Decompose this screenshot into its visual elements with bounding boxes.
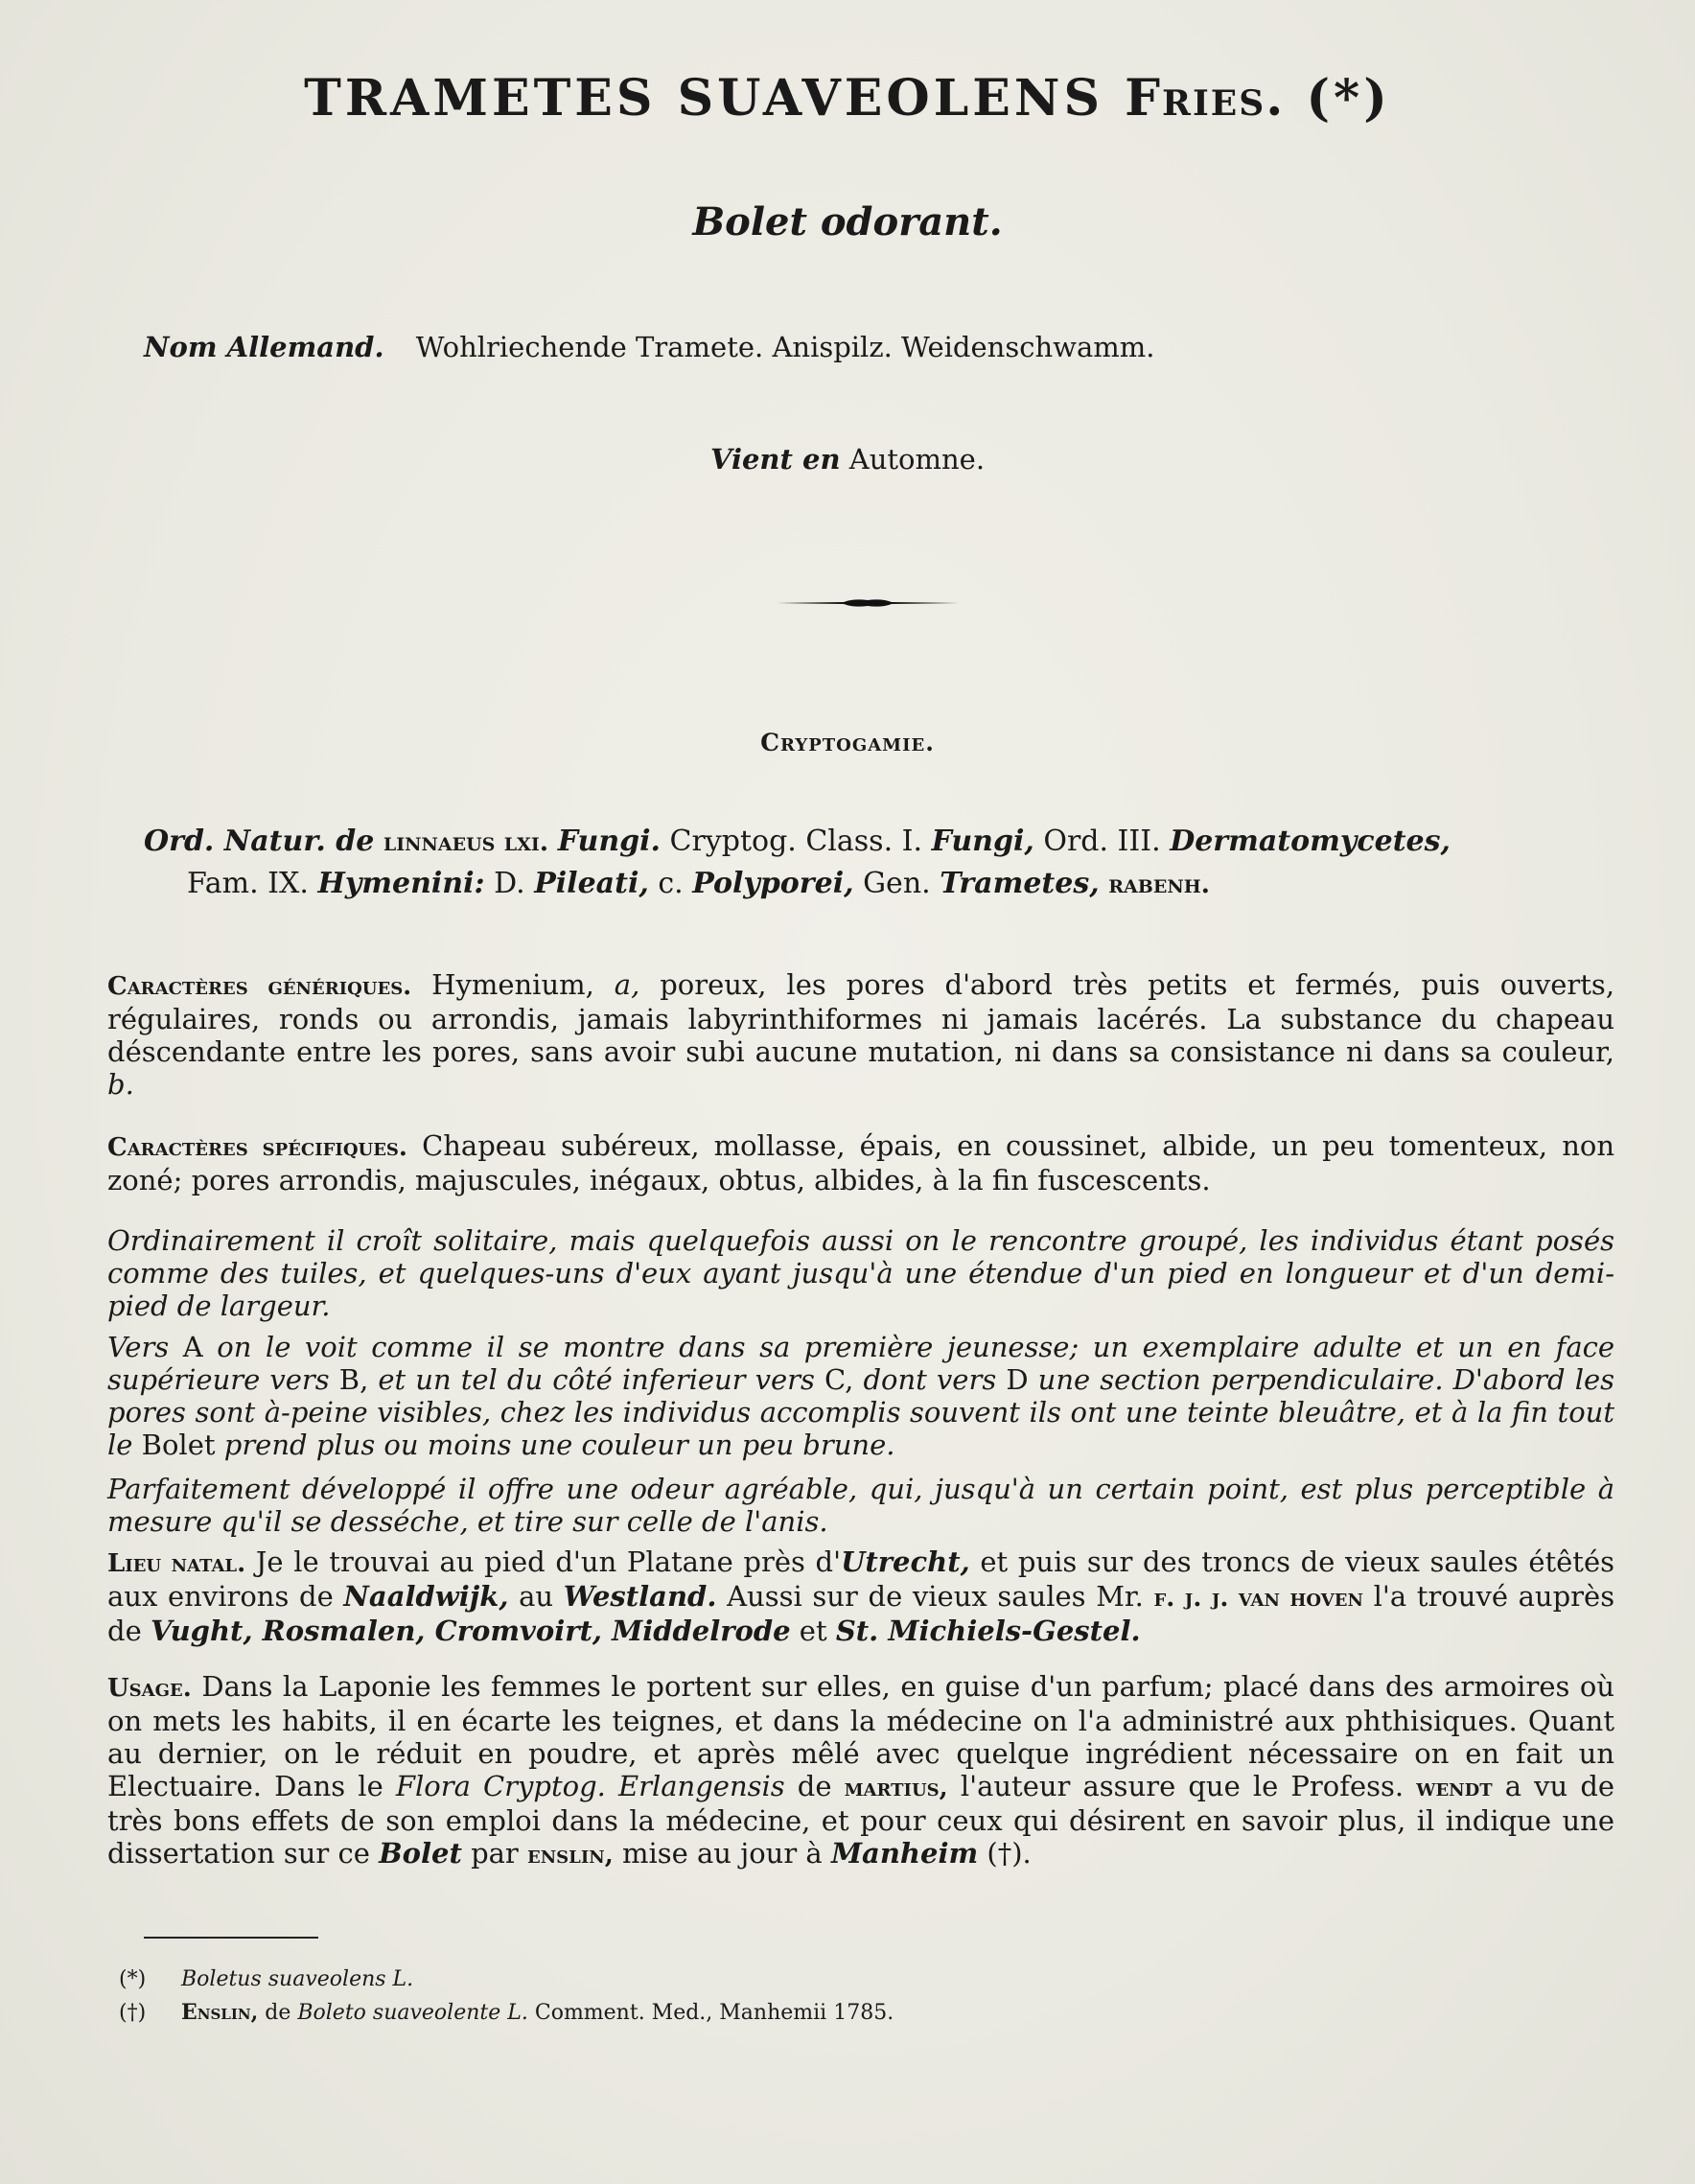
season-value: Automne.: [848, 443, 986, 476]
classification-line-2: [187, 863, 1663, 906]
generic-text-1: Hymenium,: [431, 968, 594, 1001]
usage-manheim: Manheim: [830, 1837, 979, 1870]
classif-ord: Ord. III.: [1043, 825, 1161, 858]
vers-bolet: Bolet: [141, 1429, 216, 1461]
classif-gen: Gen.: [863, 867, 931, 900]
title-genus-species: TRAMETES SUAVEOLENS: [304, 69, 1103, 128]
classif-c: c.: [658, 867, 684, 900]
habitat-van-hoven: f. j. j. van hoven: [1153, 1584, 1363, 1613]
usage-enslin: enslin,: [527, 1841, 614, 1870]
usage-lead: Usage.: [107, 1674, 192, 1703]
classif-fungi-2: Fungi,: [931, 825, 1034, 858]
usage-wendt: wendt: [1416, 1774, 1493, 1802]
habitat-naaldwijk: Naaldwijk,: [343, 1580, 509, 1613]
paragraph-odour: [107, 1473, 1614, 1538]
page-title: [0, 69, 1695, 128]
classif-cryptog: Cryptog. Class. I.: [669, 825, 923, 858]
common-name: Bolet odorant.: [692, 199, 1003, 244]
usage-dagger: (†).: [987, 1837, 1032, 1870]
habitat-utrecht: Utrecht,: [841, 1545, 970, 1578]
specific-text: Chapeau subéreux, mollasse, épais, en coussinet, albide, un peu tomenteux, non zoné; pores arrondis, majuscules, inégaux, obtus, albides, à la fin fuscescents.: [107, 1129, 1615, 1197]
vers-fig-b: B,: [338, 1363, 369, 1396]
paragraph-specific-characters: [107, 1129, 1614, 1197]
paragraph-figures: [107, 1331, 1614, 1461]
usage-5: par: [471, 1837, 519, 1870]
usage-bolet: Bolet: [379, 1837, 462, 1870]
vers-4: dont vers: [863, 1363, 997, 1396]
habitat-westland: Westland.: [563, 1580, 717, 1613]
title-footnote-mark: (*): [1306, 69, 1391, 128]
habitat-lead: Lieu natal.: [107, 1549, 246, 1578]
footnote-2-title: Boleto suaveolente L.: [297, 2001, 528, 2025]
classif-dermatomycetes: Dermatomycetes,: [1170, 825, 1451, 858]
classif-fungi: Fungi.: [557, 825, 661, 858]
vers-fig-c: C,: [824, 1363, 854, 1396]
usage-martius: martius,: [844, 1774, 948, 1802]
vers-3: et un tel du côté inferieur vers: [378, 1363, 815, 1396]
classif-d: D.: [494, 867, 525, 900]
specific-lead: Caractères spécifiques.: [107, 1133, 407, 1162]
classif-rabenh: rabenh.: [1108, 870, 1211, 899]
footnote-2-de: de: [265, 2001, 291, 2025]
generic-fig-b: b.: [107, 1068, 134, 1101]
vers-fig-a: A: [182, 1331, 203, 1363]
footnote-rule: [144, 1937, 318, 1939]
habitat-gestel: St. Michiels-Gestel.: [835, 1615, 1141, 1647]
footnote-1-text: Boletus suaveolens L.: [181, 1967, 414, 1991]
footnote-1-mark: (*): [119, 1967, 147, 1991]
season-line: [0, 443, 1695, 476]
generic-lead: Caractères génériques.: [107, 972, 412, 1001]
paragraph-usage: [107, 1670, 1614, 1871]
footnote-2: [119, 1998, 894, 2028]
german-name-line: [144, 331, 1154, 363]
classification-line-1: [144, 821, 1620, 864]
german-names: Wohlriechende Tramete. Anispilz. Weidenschwamm.: [415, 331, 1155, 363]
classif-hymenini: Hymenini:: [317, 867, 485, 900]
classif-linnaeus: linnaeus lxi.: [383, 827, 549, 857]
vers-5: une section perpendiculaire. D'abord les pores sont à-peine visibles, chez les individus accomplis souvent ils ont une teinte bleuâtre, et à la fin tout le: [107, 1363, 1615, 1461]
classif-fam: Fam. IX.: [187, 867, 309, 900]
generic-text-2: poreux, les pores d'abord très petits et fermés, puis ouverts, régulaires, ronds ou arrondis, jamais labyrinthiformes ni jamais lacérés. La substance du chapeau déscendante entre les pores, sans avoir subi aucune mutation, ni dans sa consistance ni dans sa couleur,: [107, 968, 1615, 1068]
usage-flora: Flora Cryptog. Erlangensis: [395, 1770, 785, 1802]
german-name-label: Nom Allemand.: [144, 331, 384, 363]
vers-6: prend plus ou moins une couleur un peu brune.: [223, 1429, 895, 1461]
section-heading: Cryptogamie.: [760, 729, 935, 756]
classif-pileati: Pileati,: [534, 867, 649, 900]
vers-fig-d: D: [1006, 1363, 1029, 1396]
title-author: Fries.: [1125, 69, 1286, 128]
vers-1: Vers: [107, 1331, 170, 1363]
usage-3: l'auteur assure que le Profess.: [960, 1770, 1405, 1802]
footnote-2-ref: Comment. Med., Manhemii 1785.: [534, 2001, 894, 2025]
paragraph-habitat: [107, 1545, 1614, 1647]
usage-4: a vu de très bons effets de son emploi dans la médecine, et pour ceux qui désirent en savoir plus, il indique une dissertation sur ce: [107, 1770, 1615, 1870]
usage-6: mise au jour à: [621, 1837, 823, 1870]
classif-trametes: Trametes,: [940, 867, 1100, 900]
generic-fig-a: a,: [614, 968, 640, 1001]
habitat-places: Vught, Rosmalen, Cromvoirt, Middelrode: [150, 1615, 791, 1647]
paragraph-generic-characters: [107, 968, 1614, 1101]
habitat-6: et: [799, 1615, 827, 1647]
ornament-divider: [777, 596, 959, 610]
habitat-4: Aussi sur de vieux saules Mr.: [727, 1580, 1144, 1613]
usage-2: de: [797, 1770, 832, 1802]
habitat-2: et puis sur des troncs de vieux saules étêtés aux environs de: [107, 1545, 1615, 1613]
vers-2: on le voit comme il se montre dans sa première jeunesse; un exemplaire adulte et un en face supérieure vers: [107, 1331, 1615, 1396]
classif-polyporei: Polyporei,: [692, 867, 854, 900]
habitat-5: l'a trouvé auprès de: [107, 1580, 1615, 1647]
odour-text: Parfaitement développé il offre une odeur agréable, qui, jusqu'à un certain point, est plus perceptible à mesure qu'il se desséche, et tire sur celle de l'anis.: [107, 1473, 1614, 1538]
footnote-2-mark: (†): [119, 2001, 147, 2025]
habitat-3: au: [519, 1580, 554, 1613]
habitat-1: Je le trouvai au pied d'un Platane près d': [255, 1545, 842, 1578]
usage-1: Dans la Laponie les femmes le portent sur elles, en guise d'un parfum; placé dans des armoires où on mets les habits, il en écarte les teignes, et dans la médecine on l'a administré aux phthisiques. Quant au dernier, on le réduit en poudre, et après mêlé avec quelque ingrédient nécessaire on en fait un Electuaire. Dans le: [107, 1670, 1615, 1802]
footnote-2-author: Enslin,: [181, 2000, 259, 2025]
season-prefix: Vient en: [709, 443, 841, 476]
classif-order-label: Ord. Natur. de: [144, 825, 375, 858]
footnote-1: [119, 1965, 413, 1994]
paragraph-solitaire: [107, 1224, 1614, 1322]
solitaire-text: Ordinairement il croît solitaire, mais quelquefois aussi on le rencontre groupé, les individus étant posés comme des tuiles, et quelques-uns d'eux ayant jusqu'à une étendue d'un pied en longueur et d'un demi-pied de largeur.: [107, 1224, 1614, 1322]
